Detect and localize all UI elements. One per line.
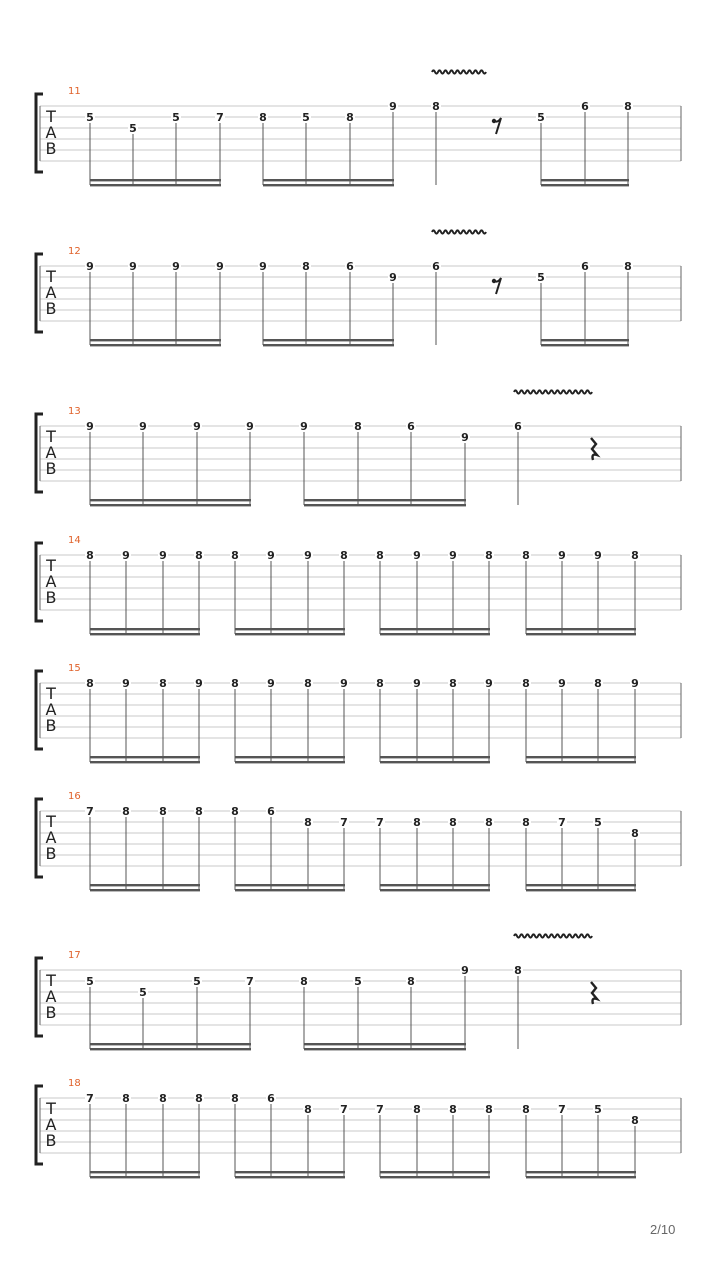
- tab-clef-letter: T: [46, 812, 56, 831]
- beam: [380, 1176, 490, 1178]
- beam: [380, 889, 490, 891]
- fret-number: 8: [340, 549, 348, 562]
- beam: [90, 884, 200, 886]
- tab-clef-letter: B: [45, 139, 57, 158]
- beam: [90, 1048, 251, 1050]
- beam: [90, 889, 200, 891]
- fret-number: 8: [522, 677, 530, 690]
- beam: [90, 761, 200, 763]
- vibrato-mark: [432, 70, 486, 73]
- fret-number: 8: [485, 549, 493, 562]
- fret-number: 7: [86, 805, 94, 818]
- fret-number: 8: [485, 816, 493, 829]
- tab-clef-letter: B: [45, 844, 57, 863]
- tab-clef-letter: A: [45, 987, 57, 1006]
- beam: [90, 756, 200, 758]
- fret-number: 8: [624, 100, 632, 113]
- fret-number: 9: [558, 677, 566, 690]
- fret-number: 8: [231, 1092, 239, 1105]
- tab-clef-letter: T: [46, 1099, 56, 1118]
- fret-number: 5: [172, 111, 180, 124]
- beam: [526, 889, 636, 891]
- tab-clef-letter: B: [45, 588, 57, 607]
- beam: [235, 756, 345, 758]
- fret-number: 9: [193, 420, 201, 433]
- tab-clef-letter: T: [46, 684, 56, 703]
- fret-number: 8: [300, 975, 308, 988]
- fret-number: 6: [267, 805, 275, 818]
- beam: [90, 184, 221, 186]
- fret-number: 8: [304, 677, 312, 690]
- tab-clef-letter: A: [45, 443, 57, 462]
- tab-system: [36, 230, 681, 346]
- fret-number: 7: [340, 1103, 348, 1116]
- fret-number: 5: [354, 975, 362, 988]
- measure-number: 15: [68, 663, 81, 674]
- fret-number: 9: [594, 549, 602, 562]
- tab-system: [36, 663, 681, 763]
- fret-number: 8: [407, 975, 415, 988]
- fret-number: 8: [413, 1103, 421, 1116]
- beam: [90, 633, 200, 635]
- fret-number: 5: [594, 1103, 602, 1116]
- fret-number: 8: [159, 677, 167, 690]
- fret-number: 8: [195, 805, 203, 818]
- fret-number: 8: [122, 805, 130, 818]
- tab-clef-letter: A: [45, 283, 57, 302]
- beam: [235, 884, 345, 886]
- measure-number: 17: [68, 950, 81, 961]
- fret-number: 6: [581, 100, 589, 113]
- fret-number: 8: [86, 549, 94, 562]
- beam: [541, 344, 629, 346]
- fret-number: 8: [432, 100, 440, 113]
- fret-number: 8: [522, 1103, 530, 1116]
- beam: [90, 339, 221, 341]
- quarter-rest: [591, 438, 597, 460]
- fret-number: 9: [413, 549, 421, 562]
- fret-number: 8: [485, 1103, 493, 1116]
- beam: [90, 1043, 251, 1045]
- measure-number: 11: [68, 86, 81, 97]
- measure-number: 14: [68, 535, 81, 546]
- measure-number: 13: [68, 406, 81, 417]
- fret-number: 9: [122, 549, 130, 562]
- beam: [90, 344, 221, 346]
- fret-number: 7: [558, 1103, 566, 1116]
- eighth-rest-dot: [492, 119, 496, 123]
- fret-number: 9: [340, 677, 348, 690]
- fret-number: 7: [376, 1103, 384, 1116]
- tab-clef-letter: T: [46, 267, 56, 286]
- fret-number: 8: [231, 805, 239, 818]
- fret-number: 8: [522, 549, 530, 562]
- fret-number: 8: [231, 549, 239, 562]
- fret-number: 9: [304, 549, 312, 562]
- fret-number: 5: [537, 111, 545, 124]
- beam: [526, 884, 636, 886]
- tab-clef-letter: A: [45, 123, 57, 142]
- beam: [90, 628, 200, 630]
- tab-clef-letter: A: [45, 828, 57, 847]
- tab-clef-letter: A: [45, 1115, 57, 1134]
- fret-number: 8: [631, 827, 639, 840]
- page-number: 2/10: [650, 1222, 676, 1237]
- fret-number: 6: [581, 260, 589, 273]
- fret-number: 5: [139, 986, 147, 999]
- fret-number: 8: [514, 964, 522, 977]
- beam: [541, 339, 629, 341]
- tab-clef-letter: B: [45, 1131, 57, 1150]
- beam: [235, 633, 345, 635]
- fret-number: 9: [461, 431, 469, 444]
- beam: [380, 628, 490, 630]
- beam: [526, 756, 636, 758]
- fret-number: 9: [122, 677, 130, 690]
- beam: [526, 628, 636, 630]
- fret-number: 9: [195, 677, 203, 690]
- beam: [235, 761, 345, 763]
- fret-number: 8: [631, 549, 639, 562]
- fret-number: 7: [376, 816, 384, 829]
- fret-number: 8: [631, 1114, 639, 1127]
- fret-number: 9: [461, 964, 469, 977]
- beam: [304, 1048, 466, 1050]
- fret-number: 8: [376, 677, 384, 690]
- beam: [235, 889, 345, 891]
- fret-number: 7: [340, 816, 348, 829]
- fret-number: 6: [432, 260, 440, 273]
- fret-number: 9: [246, 420, 254, 433]
- fret-number: 6: [514, 420, 522, 433]
- fret-number: 6: [407, 420, 415, 433]
- beam: [263, 184, 394, 186]
- quarter-rest: [591, 982, 597, 1004]
- beam: [263, 179, 394, 181]
- fret-number: 9: [413, 677, 421, 690]
- fret-number: 5: [537, 271, 545, 284]
- fret-number: 8: [302, 260, 310, 273]
- fret-number: 8: [413, 816, 421, 829]
- beam: [304, 499, 466, 501]
- fret-number: 9: [86, 260, 94, 273]
- tab-clef-letter: B: [45, 1003, 57, 1022]
- beam: [380, 884, 490, 886]
- fret-number: 8: [159, 805, 167, 818]
- fret-number: 9: [159, 549, 167, 562]
- beam: [380, 1171, 490, 1173]
- tab-clef-letter: B: [45, 716, 57, 735]
- beam: [526, 1176, 636, 1178]
- fret-number: 8: [376, 549, 384, 562]
- measure-number: 16: [68, 791, 81, 802]
- beam: [380, 756, 490, 758]
- vibrato-mark: [514, 934, 592, 937]
- tab-clef-letter: T: [46, 971, 56, 990]
- fret-number: 5: [193, 975, 201, 988]
- beam: [90, 1176, 200, 1178]
- fret-number: 8: [231, 677, 239, 690]
- fret-number: 9: [449, 549, 457, 562]
- fret-number: 9: [389, 271, 397, 284]
- measure-number: 18: [68, 1078, 81, 1089]
- fret-number: 8: [195, 1092, 203, 1105]
- fret-number: 8: [304, 816, 312, 829]
- fret-number: 7: [246, 975, 254, 988]
- beam: [90, 179, 221, 181]
- fret-number: 7: [86, 1092, 94, 1105]
- beam: [380, 633, 490, 635]
- beam: [541, 184, 629, 186]
- tab-system: [36, 390, 681, 506]
- fret-number: 8: [449, 816, 457, 829]
- fret-number: 9: [267, 549, 275, 562]
- beam: [380, 761, 490, 763]
- tab-clef-letter: A: [45, 572, 57, 591]
- beam: [235, 628, 345, 630]
- tab-system: [36, 535, 681, 635]
- vibrato-mark: [432, 230, 486, 233]
- fret-number: 9: [300, 420, 308, 433]
- fret-number: 9: [216, 260, 224, 273]
- beam: [304, 504, 466, 506]
- eighth-rest-dot: [492, 279, 496, 283]
- fret-number: 8: [195, 549, 203, 562]
- fret-number: 5: [86, 111, 94, 124]
- tab-clef-letter: T: [46, 427, 56, 446]
- beam: [526, 633, 636, 635]
- fret-number: 8: [122, 1092, 130, 1105]
- fret-number: 8: [449, 1103, 457, 1116]
- fret-number: 5: [129, 122, 137, 135]
- tab-clef-letter: T: [46, 556, 56, 575]
- fret-number: 8: [86, 677, 94, 690]
- fret-number: 6: [346, 260, 354, 273]
- fret-number: 8: [594, 677, 602, 690]
- beam: [526, 1171, 636, 1173]
- fret-number: 6: [267, 1092, 275, 1105]
- fret-number: 9: [485, 677, 493, 690]
- beam: [235, 1171, 345, 1173]
- tab-system: [36, 934, 681, 1050]
- fret-number: 9: [139, 420, 147, 433]
- beam: [263, 339, 394, 341]
- fret-number: 7: [558, 816, 566, 829]
- fret-number: 8: [354, 420, 362, 433]
- tab-clef-letter: A: [45, 700, 57, 719]
- fret-number: 8: [522, 816, 530, 829]
- beam: [90, 504, 251, 506]
- beam: [90, 499, 251, 501]
- tab-system: [36, 791, 681, 891]
- fret-number: 8: [259, 111, 267, 124]
- tab-clef-letter: B: [45, 459, 57, 478]
- fret-number: 7: [216, 111, 224, 124]
- vibrato-mark: [514, 390, 592, 393]
- measure-number: 12: [68, 246, 81, 257]
- beam: [304, 1043, 466, 1045]
- fret-number: 9: [86, 420, 94, 433]
- beam: [263, 344, 394, 346]
- fret-number: 9: [267, 677, 275, 690]
- beam: [541, 179, 629, 181]
- fret-number: 8: [304, 1103, 312, 1116]
- beam: [235, 1176, 345, 1178]
- fret-number: 9: [631, 677, 639, 690]
- fret-number: 8: [159, 1092, 167, 1105]
- beam: [526, 761, 636, 763]
- fret-number: 9: [259, 260, 267, 273]
- fret-number: 9: [129, 260, 137, 273]
- fret-number: 9: [389, 100, 397, 113]
- fret-number: 8: [449, 677, 457, 690]
- fret-number: 5: [302, 111, 310, 124]
- tab-system: [36, 1078, 681, 1178]
- tab-system: [36, 70, 681, 186]
- tab-clef-letter: B: [45, 299, 57, 318]
- fret-number: 5: [86, 975, 94, 988]
- fret-number: 9: [172, 260, 180, 273]
- tab-clef-letter: T: [46, 107, 56, 126]
- fret-number: 5: [594, 816, 602, 829]
- fret-number: 9: [558, 549, 566, 562]
- fret-number: 8: [346, 111, 354, 124]
- fret-number: 8: [624, 260, 632, 273]
- beam: [90, 1171, 200, 1173]
